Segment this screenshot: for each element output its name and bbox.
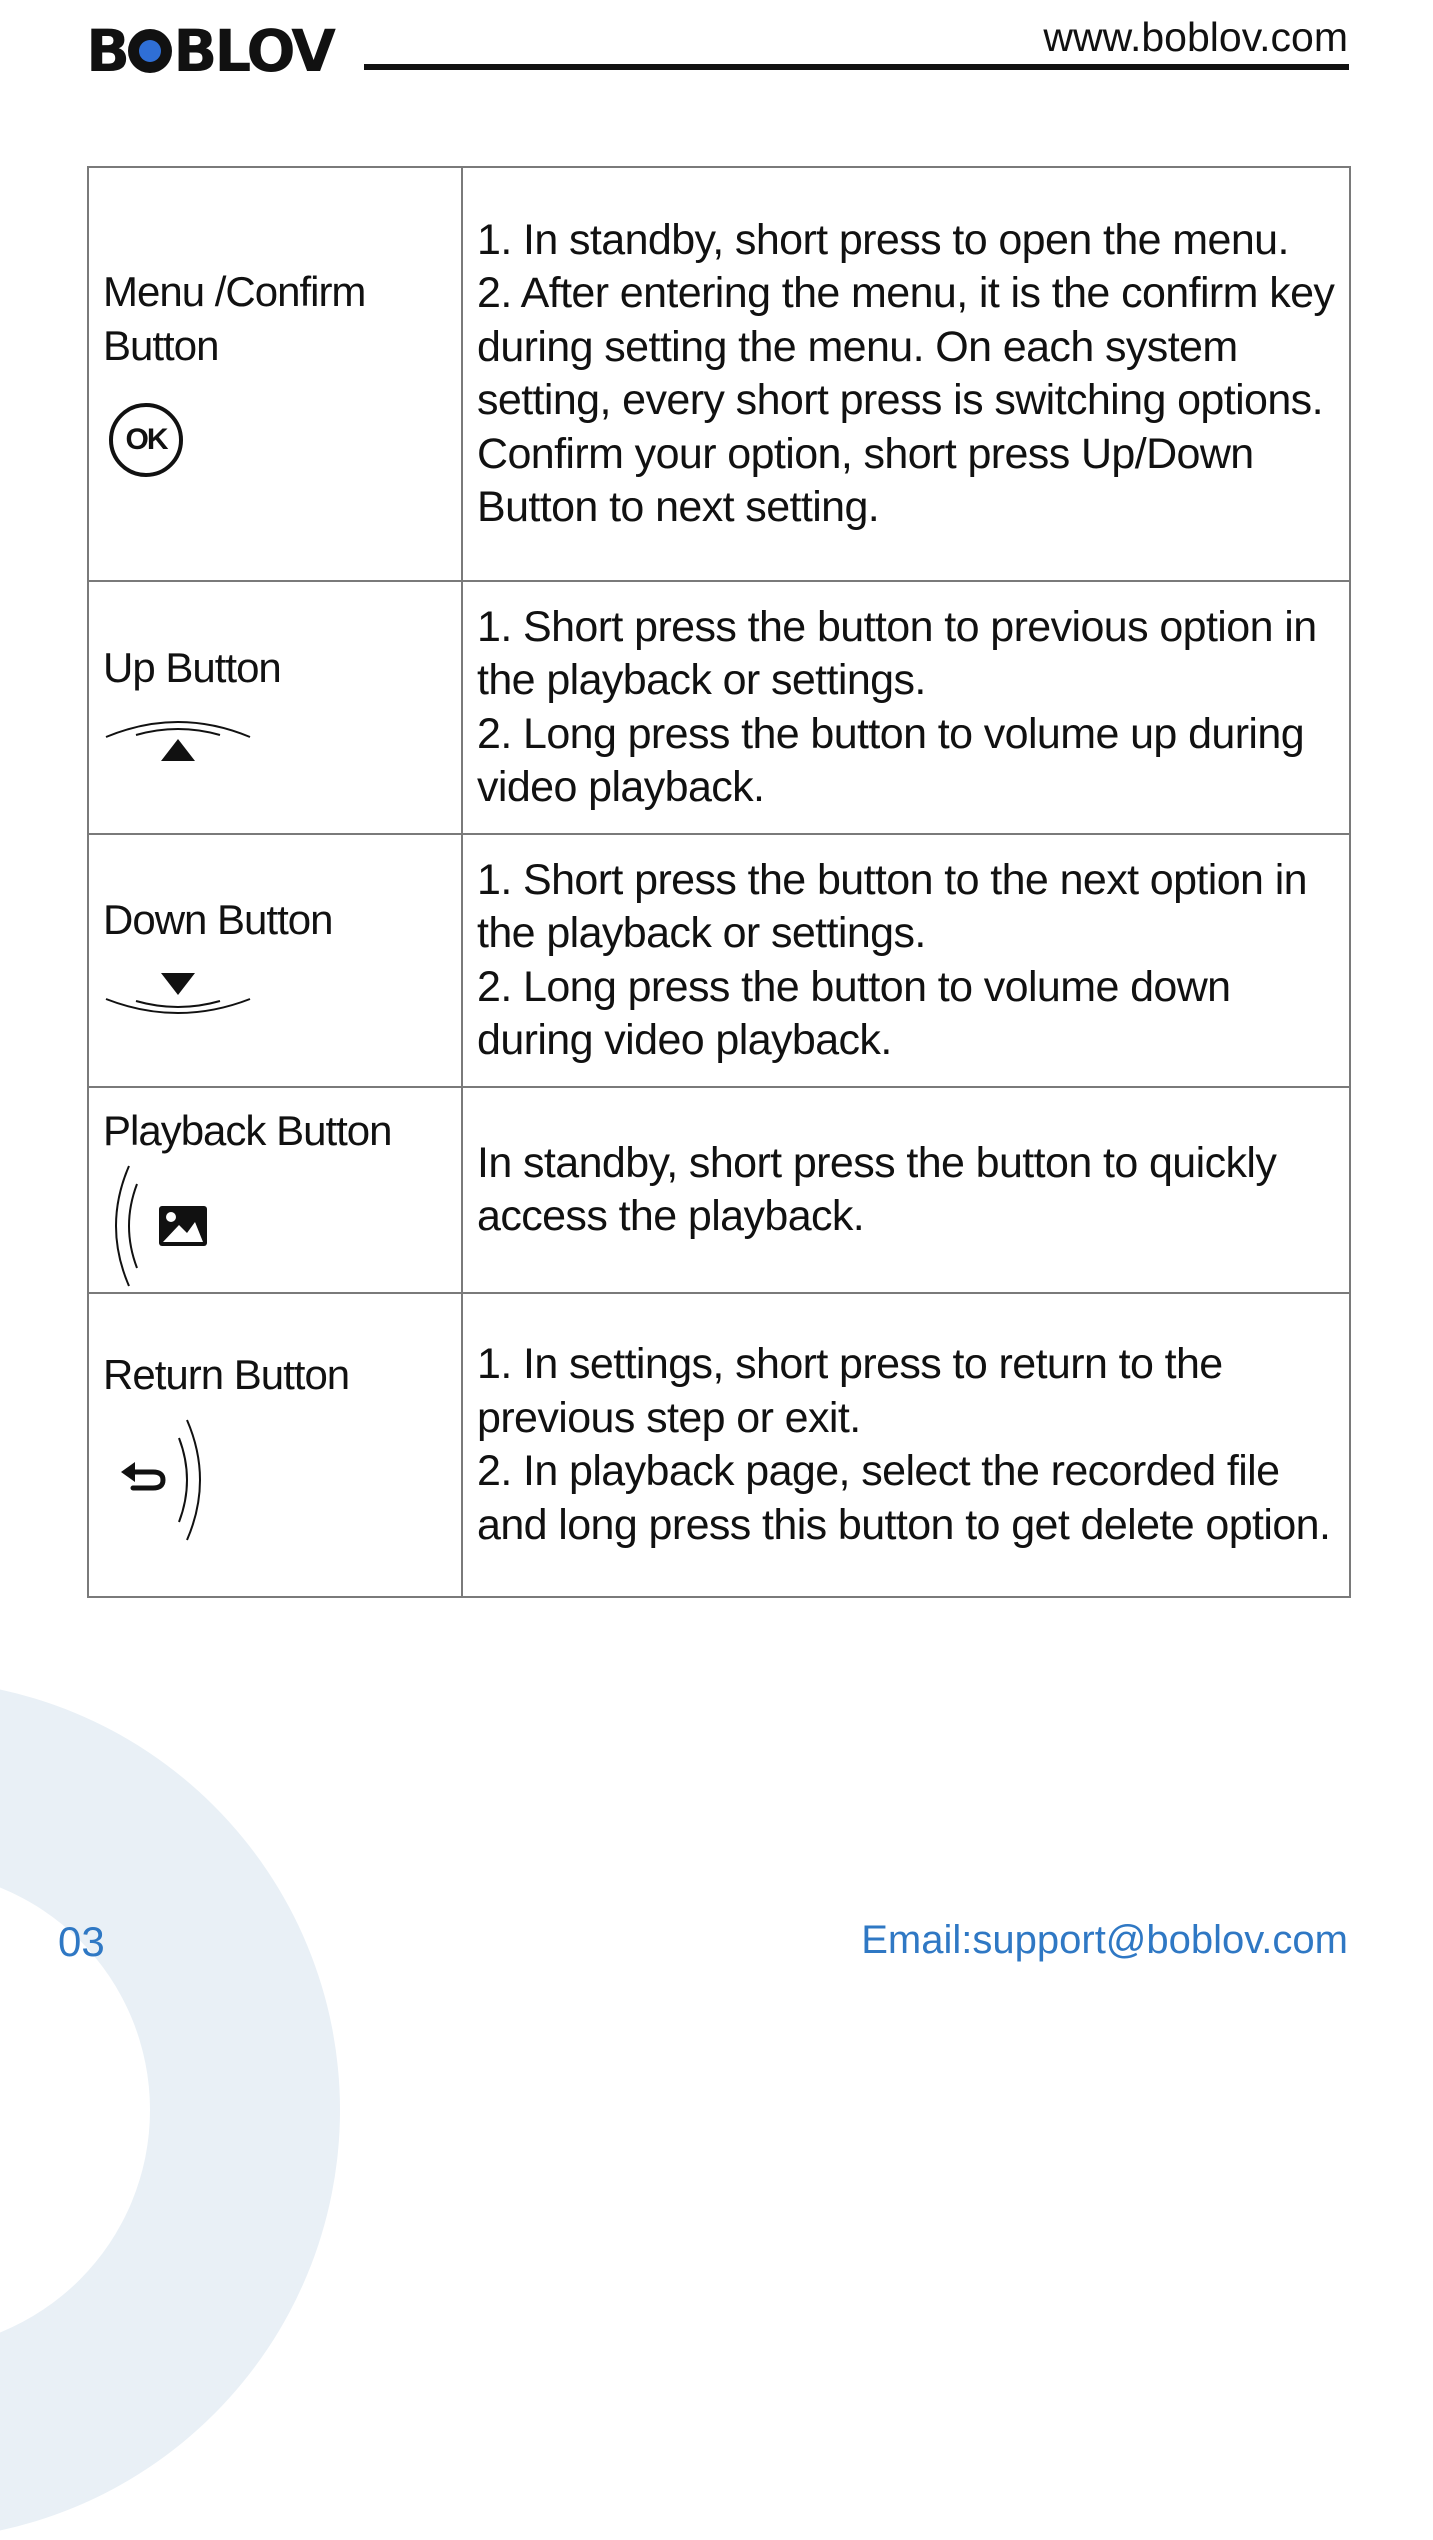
button-functions-table [87,166,1351,1598]
button-name: Playback Button [103,1107,392,1154]
button-name: Up Button [103,643,281,691]
table-row [88,1293,1350,1597]
button-name-cell [88,167,462,581]
button-description: 1. In standby, short press to open the menu. 2. After entering the menu, it is the confirm key during setting the menu. On each system setting, every short press is switching options. Confirm your option, short press Up/Down Button to next setting. [477,215,1335,531]
button-description: 1. Short press the button to the next option in the playback or settings. 2. Long press the button to volume down during video playback. [477,855,1307,1064]
return-icon [103,1412,213,1542]
button-description-cell [462,581,1350,834]
brand-logo [86,16,333,86]
button-description-cell [462,167,1350,581]
button-icon-area [103,969,461,1029]
button-description: In standby, short press the button to quickly access the playback. [477,1138,1277,1240]
image-icon [103,1162,213,1292]
page-number: 03 [58,1918,105,1965]
ok-icon: OK [109,403,183,477]
button-description-cell [462,1087,1350,1293]
button-icon-area [103,715,461,775]
button-description-cell [462,834,1350,1087]
button-description: 1. In settings, short press to return to the previous step or exit. 2. In playback page, select the recorded file and long press this button to get delete option. [477,1340,1331,1549]
header-divider [364,64,1349,70]
button-description-cell [462,1293,1350,1597]
button-name-cell [88,581,462,834]
table-row [88,581,1350,834]
header-website-url: www.boblov.com [1043,14,1348,60]
button-icon-area [103,1162,461,1292]
button-name-cell [88,1087,462,1293]
table-row [88,1087,1350,1293]
button-name-cell [88,1293,462,1597]
button-name: Menu /Confirm Button [103,268,366,369]
brand-logo-prefix: B [86,17,128,85]
table-row [88,834,1350,1087]
table-row [88,167,1350,581]
button-name: Down Button [103,895,333,943]
brand-logo-suffix: BLOV [173,17,333,85]
button-description: 1. Short press the button to previous option in the playback or settings. 2. Long press the button to volume up during video playback. [477,602,1317,811]
button-name-cell [88,834,462,1087]
down-arrow-icon [103,969,253,1029]
up-arrow-icon [103,715,253,775]
brand-logo-dot-icon [128,29,172,73]
button-icon-area [103,1412,461,1542]
button-name: Return Button [103,1351,350,1398]
footer-support-email[interactable]: Email:support@boblov.com [861,1918,1348,1962]
button-icon-area [103,403,461,483]
